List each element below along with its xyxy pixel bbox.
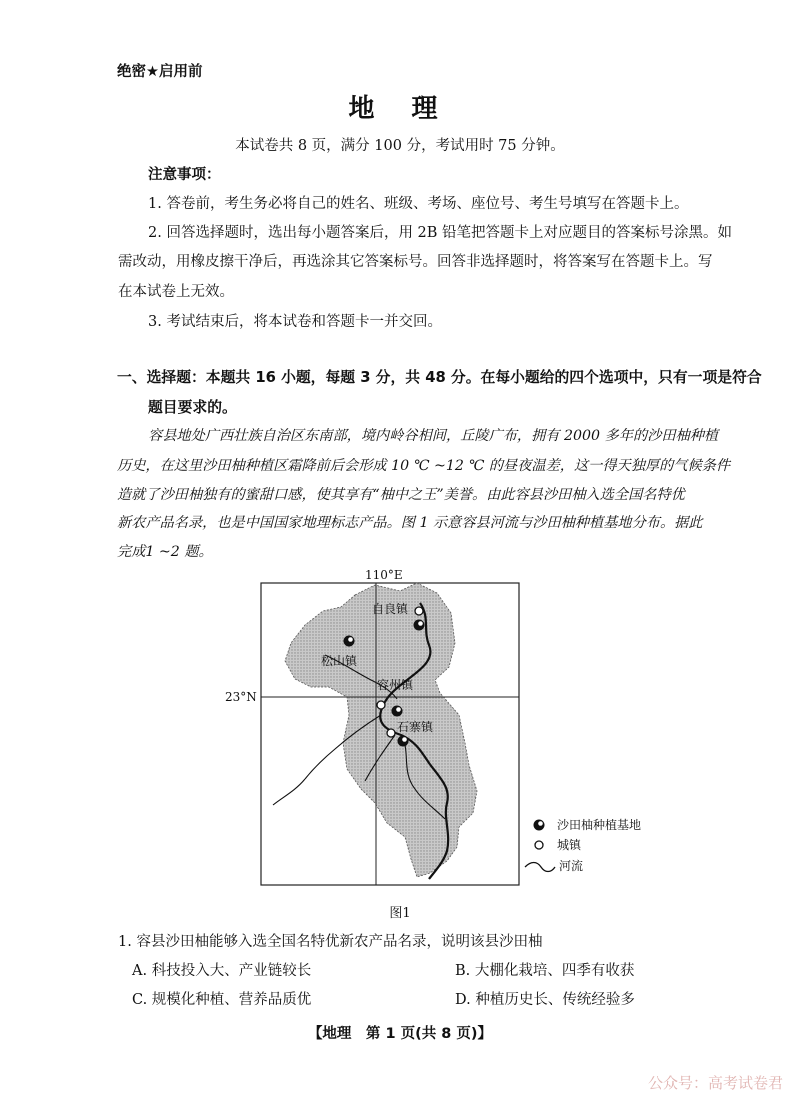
watermark: 公众号：高考试卷君	[648, 1074, 784, 1092]
legend-pomelo-icon	[534, 820, 545, 831]
river-branch	[273, 779, 305, 805]
option-a: A. 科技投入大、产业链较长	[132, 963, 312, 979]
legend-town-icon	[535, 841, 543, 849]
legend-river-icon	[525, 863, 555, 872]
pomelo-base-icon	[392, 706, 403, 717]
town-label: 松山镇	[321, 654, 358, 668]
notice-line: 在本试卷上无效。	[118, 284, 234, 300]
legend-label: 沙田柚种植基地	[557, 818, 642, 832]
question-stem: 1. 容县沙田柚能够入选全国名特优新农产品名录，说明该县沙田柚	[118, 934, 543, 950]
passage-line: 历史，在这里沙田柚种植区霜降前后会形成 10 ℃ ~12 ℃ 的昼夜温差，这一得天独厚的气候条件	[117, 458, 731, 474]
longitude-label: 110°E	[365, 568, 403, 582]
notice-line: 2. 回答选择题时，选出每小题答案后，用 2B 铅笔把答题卡上对应题目的答案标号涂黑。如	[148, 225, 733, 241]
section-heading: 一、选择题：本题共 16 小题，每题 3 分，共 48 分。在每小题给的四个选项中，只有一项是符合	[117, 369, 762, 386]
figure-caption: 图1	[389, 906, 411, 921]
town-label: 自良镇	[372, 602, 409, 616]
legend-label: 河流	[559, 859, 584, 873]
latitude-label: 23°N	[225, 690, 257, 704]
exam-title: 地 理	[348, 94, 452, 124]
town-label: 石寨镇	[397, 720, 434, 734]
pomelo-base-icon	[344, 636, 355, 647]
legend-label: 城镇	[557, 838, 582, 852]
passage-line: 新农产品名录，也是中国国家地理标志产品。图 1 示意容县河流与沙田柚种植基地分布。据此	[117, 515, 703, 531]
pomelo-base-icon	[398, 736, 409, 747]
town-marker	[387, 729, 395, 737]
passage-line: 容县地处广西壮族自治区东南部，境内岭谷相间，丘陵广布，拥有 2000 多年的沙田柚种植	[148, 428, 719, 444]
town-marker	[377, 701, 385, 709]
option-c: C. 规模化种植、营养品质优	[132, 992, 312, 1008]
notice-line: 1. 答卷前，考生务必将自己的姓名、班级、考场、座位号、考生号填写在答题卡上。	[148, 196, 689, 212]
section-heading-cont: 题目要求的。	[148, 399, 237, 416]
town-label: 容州镇	[377, 678, 414, 692]
notice-heading: 注意事项：	[148, 167, 221, 183]
notice-line: 需改动，用橡皮擦干净后，再选涂其它答案标号。回答非选择题时，将答案写在答题卡上。写	[118, 254, 713, 270]
secret-label: 绝密★启用前	[117, 64, 203, 80]
option-d: D. 种植历史长、传统经验多	[455, 992, 635, 1008]
page-footer: 【地理 第 1 页(共 8 页)】	[307, 1026, 493, 1042]
notice-line: 3. 考试结束后，将本试卷和答题卡一并交回。	[148, 314, 442, 330]
passage-line: 造就了沙田柚独有的蜜甜口感，使其享有“柚中之王”美誉。由此容县沙田柚入选全国名特优	[117, 487, 685, 503]
figure-map	[225, 565, 685, 895]
passage-line: 完成1 ~2 题。	[117, 544, 213, 560]
pomelo-base-icon	[414, 620, 425, 631]
option-b: B. 大棚化栽培、四季有收获	[455, 963, 635, 979]
town-marker	[415, 607, 423, 615]
exam-subtitle: 本试卷共 8 页，满分 100 分，考试用时 75 分钟。	[235, 138, 565, 154]
